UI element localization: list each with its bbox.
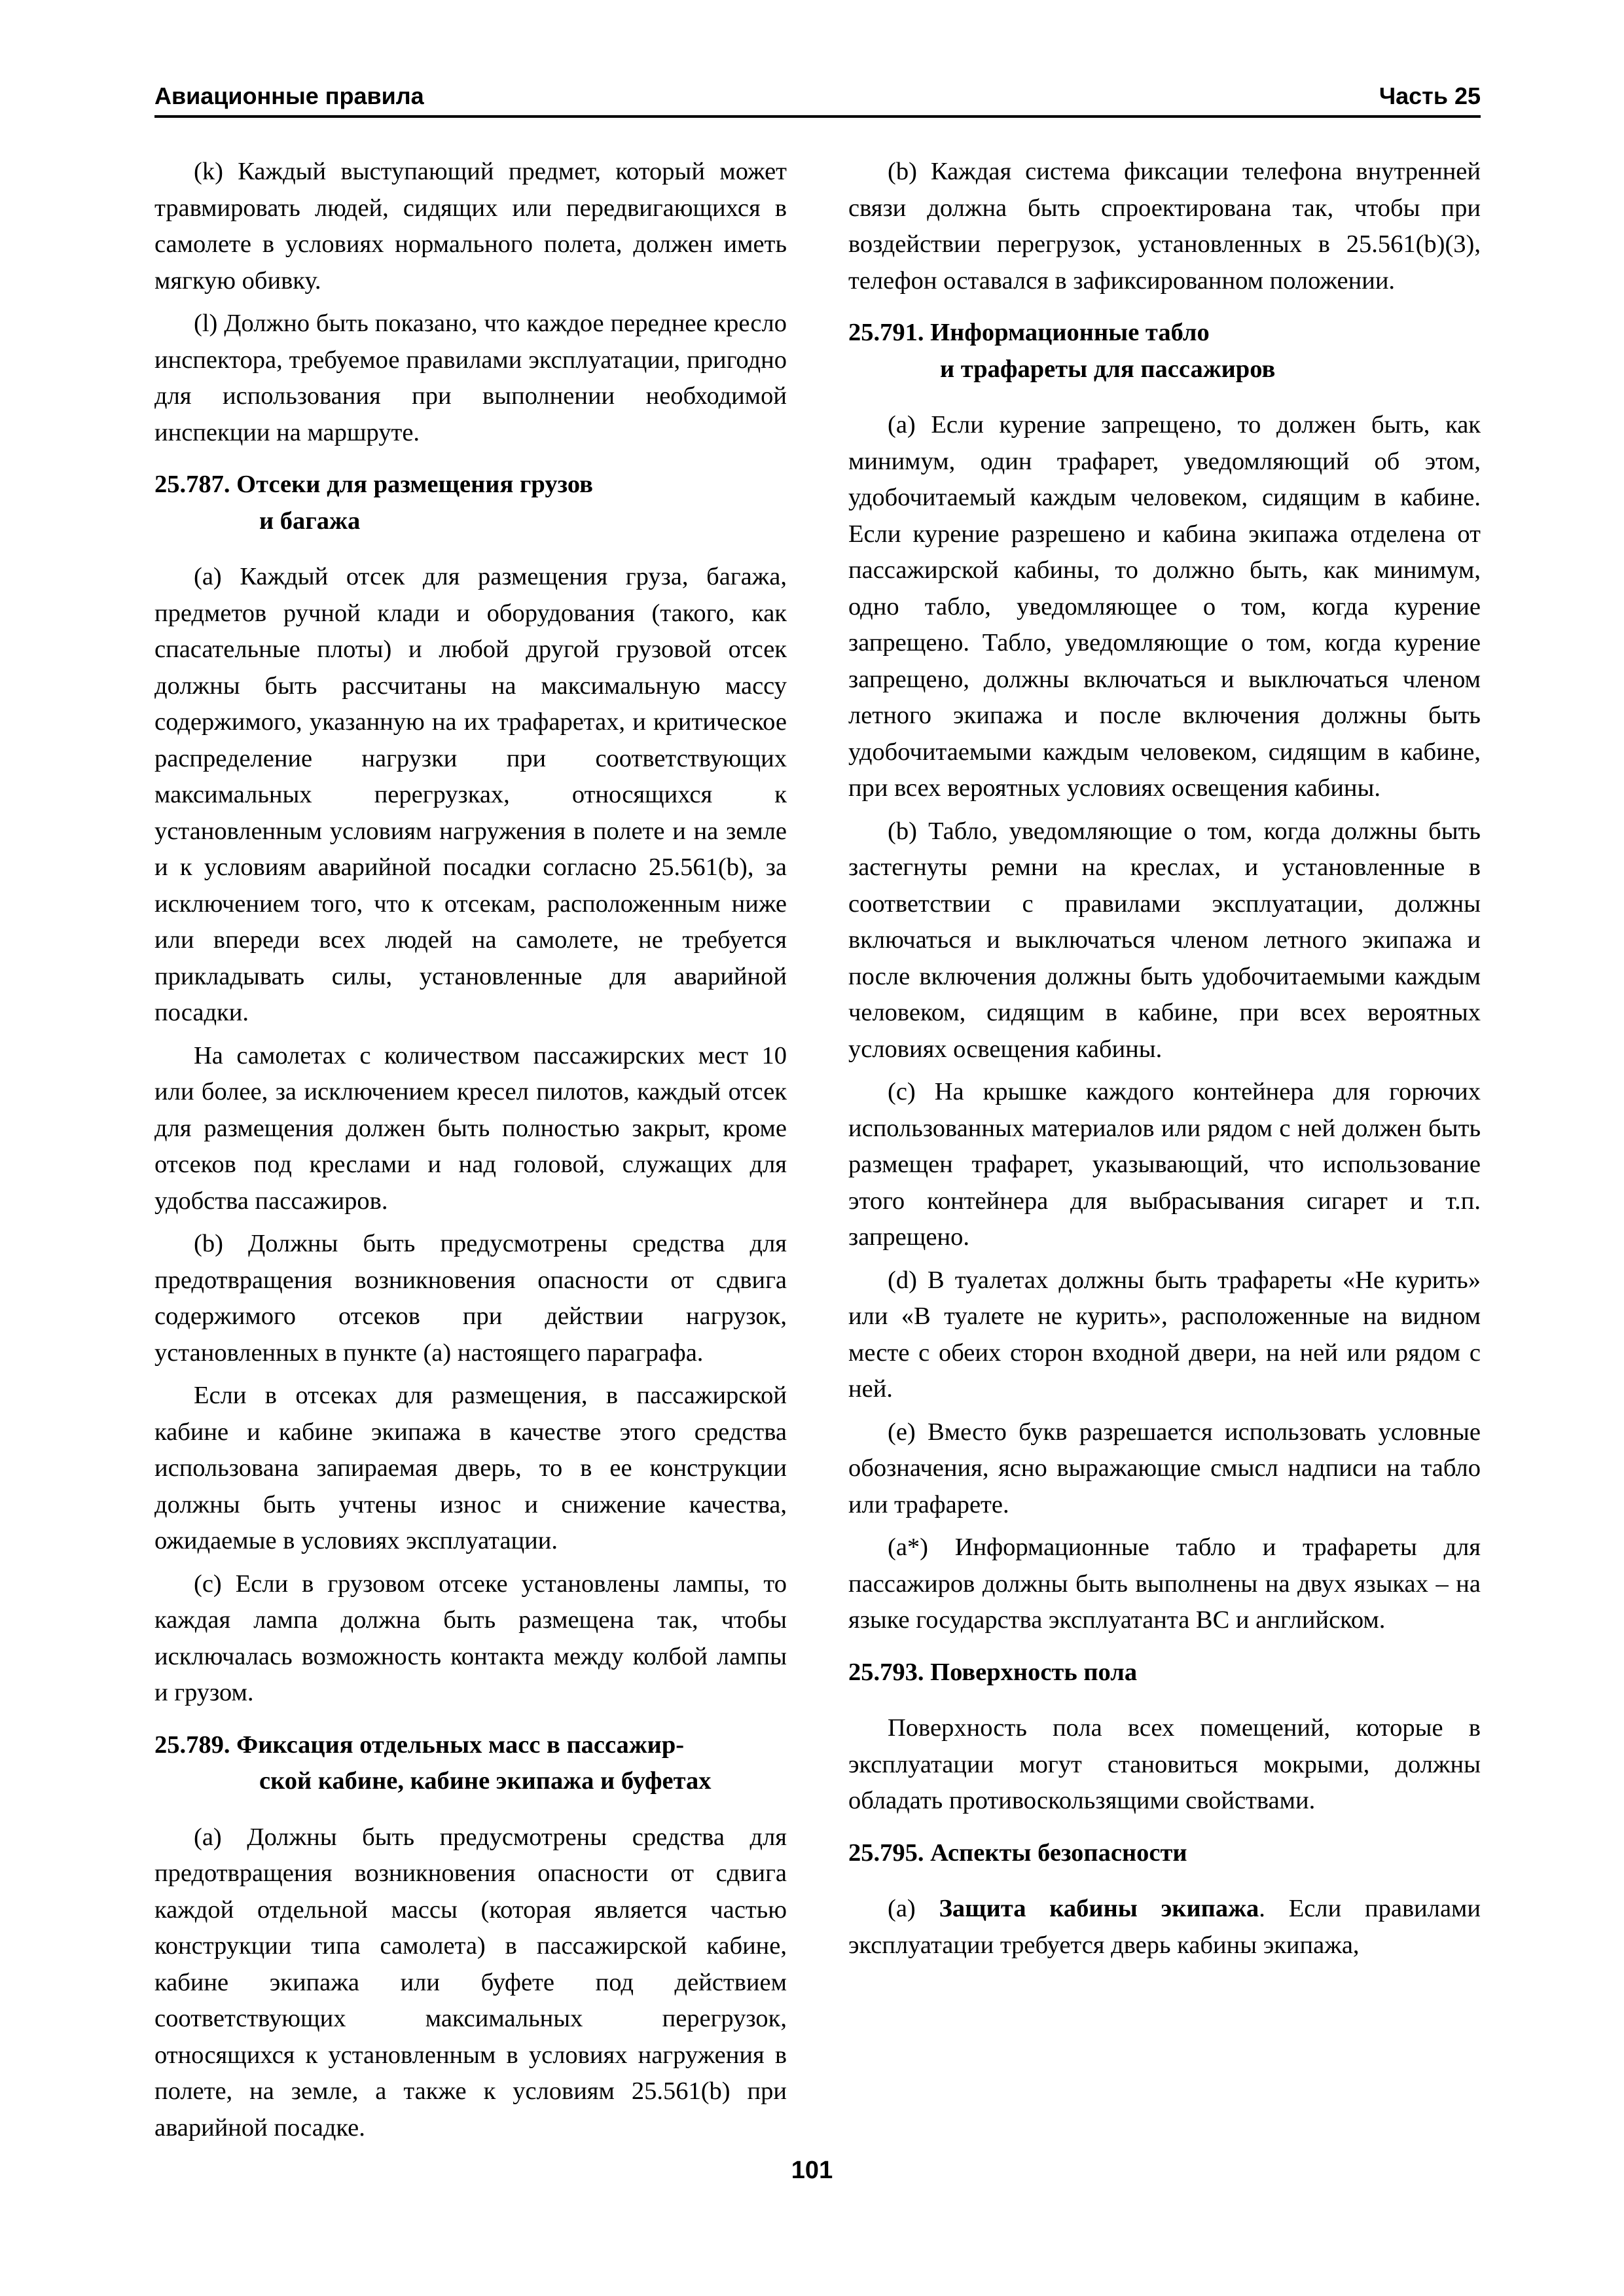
paragraph-791-c: (c) На крышке каждого контейнера для горючих использованных материалов или рядом с ней должен быть размещен трафарет, указывающий, что использование этого контейнера для выбрасывания сигарет и т.п. запрещено. (848, 1078, 1481, 1251)
paragraph-791-a: (а) Если курение запрещено, то должен быть, как минимум, один трафарет, уведомляющий об этом, удобочитаемый каждым человеком, сидящим в кабине. Если курение разрешено и кабина экипажа отделена от пассажирской кабины, то должно быть, как минимум, одно табло, уведомляющее о том, когда курение запрещено. Табло, уведомляющие о том, когда курение запрещено, должны включаться и выключаться членом летного экипажа и после включения должны быть удобочитаемыми каждым человеком, сидящим в кабине, при всех вероятных условиях освещения кабины. (848, 411, 1481, 802)
heading-25-787 (154, 467, 787, 539)
heading-25-789-line1: 25.789. Фиксация отдельных масс в пассажир- (154, 1731, 685, 1759)
heading-25-791 (848, 315, 1481, 387)
heading-25-787-line2: и багажа (259, 507, 361, 535)
paragraph-795-a (848, 1891, 1481, 1964)
heading-25-793: 25.793. Поверхность пола (848, 1658, 1138, 1686)
paragraph-k: (k) Каждый выступающий предмет, который может травмировать людей, сидящих или передвигающихся в самолете в условиях нормального полета, должен иметь мягкую обивку. (154, 158, 787, 295)
paragraph-787-b: (b) Должны быть предусмотрены средства для предотвращения возникновения опасности от сдвига содержимого отсеков при действии нагрузок, установленных в пункте (а) настоящего параграфа. (154, 1230, 787, 1367)
heading-25-789 (154, 1727, 787, 1800)
right-column (848, 154, 1481, 1970)
paragraph-789-b: (b) Каждая система фиксации телефона внутренней связи должна быть спроектирована так, чтобы при воздействии перегрузок, установленных в 25.561(b)(3), телефон оставался в зафиксированном положении. (848, 158, 1481, 295)
paragraph-787-a: (а) Каждый отсек для размещения груза, багажа, предметов ручной клади и оборудования (такого, как спасательные плоты) и любой другой грузовой отсек должны быть рассчитаны на максимальную массу содержимого, указанную на их трафаретах, и критическое распределение нагрузки при соответствующих максимальных перегрузках, относящихся к установленным условиям нагружения в полете и на земле и к условиям аварийной посадки согласно 25.561(b), за исключением того, что к отсекам, расположенным ниже или впереди всех людей на самолете, не требуется прикладывать силы, установленные для аварийной посадки. (154, 563, 787, 1026)
heading-25-791-line1: 25.791. Информационные табло (848, 319, 1210, 346)
paragraph-791-d: (d) В туалетах должны быть трафареты «Не курить» или «В туалете не курить», расположенные на видном месте с обеих сторон входной двери, на ней или рядом с ней. (848, 1266, 1481, 1403)
paragraph-787-a2: На самолетах с количеством пассажирских мест 10 или более, за исключением кресел пилотов, каждый отсек для размещения должен быть полностью закрыт, кроме отсеков под креслами и над головой, служащих для удобства пассажиров. (154, 1041, 787, 1215)
header-right: Часть 25 (1379, 82, 1481, 109)
left-column (154, 154, 787, 2153)
paragraph-l: (l) Должно быть показано, что каждое переднее кресло инспектора, требуемое правилами эксплуатации, пригодно для использования при выполнении необходимой инспекции на маршруте. (154, 310, 787, 446)
heading-25-791-line2: и трафареты для пассажиров (940, 355, 1276, 383)
header-left: Авиационные правила (154, 82, 424, 109)
heading-25-795: 25.795. Аспекты безопасности (848, 1839, 1187, 1867)
paragraph-787-b2: Если в отсеках для размещения, в пассажирской кабине и кабине экипажа в качестве этого средства использована запираемая дверь, то в ее конструкции должны быть учтены износ и снижение качества, ожидаемые в условиях эксплуатации. (154, 1382, 787, 1554)
paragraph-791-b: (b) Табло, уведомляющие о том, когда должны быть застегнуты ремни на креслах, и установленные в соответствии с правилами эксплуатации, должны включаться и выключаться членом летного экипажа и после включения должны быть удобочитаемыми каждым человеком, сидящим в кабине, при всех вероятных условиях освещения кабины. (848, 817, 1481, 1063)
paragraph-791-a-star: (а*) Информационные табло и трафареты для пассажиров должны быть выполнены на двух языках – на языке государства эксплуатанта ВС и английском. (848, 1534, 1481, 1634)
paragraph-787-c: (c) Если в грузовом отсеке установлены лампы, то каждая лампа должна быть размещена так, чтобы исключалась возможность контакта между колбой лампы и грузом. (154, 1570, 787, 1706)
paragraph-795-a-label: (а) (888, 1895, 916, 1922)
page-number: 101 (791, 2157, 833, 2184)
paragraph-791-e: (e) Вместо букв разрешается использовать условные обозначения, ясно выражающие смысл надписи на табло или трафарете. (848, 1418, 1481, 1518)
paragraph-795-a-text: . Если правилами эксплуатации требуется дверь кабины экипажа, (848, 1895, 1481, 1959)
page-header (154, 72, 1481, 118)
heading-25-789-line2: ской кабине, кабине экипажа и буфетах (259, 1767, 712, 1795)
paragraph-789-a: (а) Должны быть предусмотрены средства для предотвращения возникновения опасности от сдвига каждой отдельной массы (которая является частью конструкции типа самолета) в пассажирской кабине, кабине экипажа или буфете под действием соответствующих максимальных перегрузок, относящихся к установленным в условиях нагружения в полете, на земле, а также к условиям 25.561(b) при аварийной посадке. (154, 1823, 787, 2142)
paragraph-793: Поверхность пола всех помещений, которые в эксплуатации могут становиться мокрыми, должны обладать противоскользящими свойствами. (848, 1714, 1481, 1814)
paragraph-795-a-bold: Защита кабины экипажа (939, 1895, 1259, 1922)
heading-25-787-line1: 25.787. Отсеки для размещения грузов (154, 471, 593, 498)
